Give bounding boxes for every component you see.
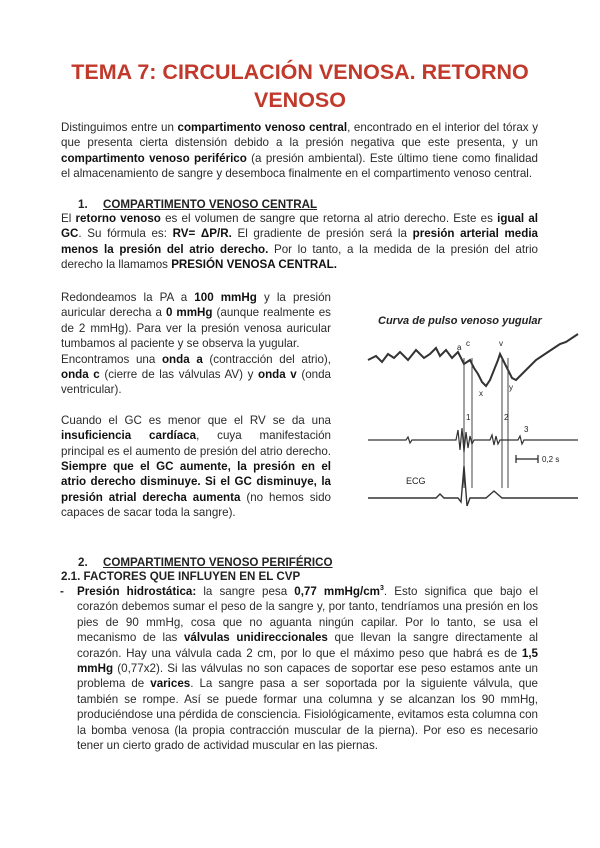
text: y la presión auricular derecha a bbox=[61, 291, 332, 320]
formula: RV= ΔP/R. bbox=[172, 227, 232, 241]
wave-a-label: a bbox=[457, 343, 462, 352]
subsection-heading: 2.1. FACTORES QUE INFLUYEN EN EL CVP bbox=[61, 570, 301, 583]
bold-term: onda c bbox=[61, 368, 100, 382]
retorno-venoso-paragraph bbox=[61, 211, 538, 273]
bold-term: válvulas unidireccionales bbox=[183, 631, 328, 645]
section-number: 2. bbox=[78, 556, 88, 569]
text: , encontrado en el interior del tórax y que presenta cierta distensión debido a la presión negativa que este presenta, y un bbox=[61, 121, 538, 150]
bold-term: compartimento venoso central bbox=[177, 121, 348, 134]
ondas-paragraph bbox=[61, 352, 331, 398]
bold-term: compartimento venoso periférico bbox=[61, 151, 247, 165]
text: la sangre pesa bbox=[196, 585, 295, 598]
wave-v-label: v bbox=[499, 339, 503, 348]
wave-c-label: c bbox=[466, 339, 470, 348]
wave-y-label: y bbox=[509, 383, 513, 392]
text: El gradiente de presión será la bbox=[231, 227, 413, 241]
bold-term: varices bbox=[150, 677, 191, 691]
text: (contracción del atrio), bbox=[202, 352, 332, 366]
heart-sound-trace bbox=[368, 428, 578, 452]
ecg-label: ECG bbox=[406, 476, 426, 486]
bullet-presion-hidrostatica bbox=[60, 584, 539, 753]
timing-lines bbox=[464, 358, 508, 488]
bold-term: igual al GC bbox=[61, 212, 539, 241]
text: . Su fórmula es: bbox=[78, 227, 173, 241]
section-heading-label: COMPARTIMENTO VENOSO CENTRAL bbox=[103, 198, 318, 211]
figure-title: Curva de pulso venoso yugular bbox=[378, 315, 542, 327]
text: (no hemos sido capaces de sacar toda la sangre). bbox=[61, 490, 331, 520]
text: , cuya manifestación principal es el aumento de presión del atrio derecho. bbox=[61, 429, 331, 458]
venous-pulse-curve bbox=[368, 334, 578, 386]
venous-pulse-figure bbox=[366, 298, 586, 528]
text: Por lo tanto, a la medida de la presión del atrio derecho la llamamos bbox=[61, 242, 538, 272]
intro-paragraph bbox=[61, 120, 538, 182]
text: 0,77 mmHg/cm bbox=[294, 585, 380, 598]
bullet-dash: - bbox=[60, 585, 64, 598]
bold-term: PRESIÓN VENOSA CENTRAL. bbox=[171, 258, 337, 272]
bold-term bbox=[294, 585, 384, 598]
bold-term: Siempre que el GC aumente, la presión en el atrio derecho disminuye. Si el GC disminuye, la presión atrial derecha aumenta bbox=[61, 460, 331, 504]
text: (a presión ambiental). Este último tiene como finalidad el almacenamiento de sangre y desemboca finalmente en el compartimento venoso central. bbox=[61, 151, 539, 181]
text: El bbox=[61, 212, 76, 225]
section-1-heading bbox=[78, 197, 317, 212]
section-number: 1. bbox=[78, 198, 88, 211]
title-line-1: TEMA 7: CIRCULACIÓN VENOSA. RETORNO bbox=[71, 60, 529, 84]
page-title bbox=[40, 58, 560, 114]
bold-term: 1,5 mmHg bbox=[77, 646, 538, 676]
bold-term: Presión hidrostática: bbox=[77, 585, 197, 598]
time-scale-bar bbox=[516, 455, 538, 463]
left-column bbox=[61, 290, 331, 521]
text: . Esto significa que bajo el corazón debemos sumar el peso de la sangre y, por tanto, tendríamos una presión en los pies de 90 mmHg, cosa que no aguanta ningún capilar. Por lo tanto, se usa el mecanismo de las bbox=[77, 585, 539, 645]
text: . La sangre pasa a ser soportada por la siguiente válvula, que también se rompe. Así se puede formar una columna y se alcanzan los 90 mmHg, produciéndose una pérdida de consciencia. Fisiológicamente, evitamos esta columna con la bomba venosa (la propia contracción muscular de la pierna). Por eso es necesario tener un cierto grado de actividad muscular en las piernas. bbox=[77, 677, 538, 753]
title-line-2: VENOSO bbox=[254, 88, 346, 112]
text: Redondeamos la PA a bbox=[61, 291, 195, 304]
time-scale-label: 0,2 s bbox=[542, 455, 560, 464]
ecg-trace bbox=[368, 466, 578, 506]
mark-1-label: 1 bbox=[466, 413, 471, 422]
section-heading-label: COMPARTIMENTO VENOSO PERIFÉRICO bbox=[103, 556, 333, 569]
text: Encontramos una bbox=[61, 352, 162, 366]
bold-term: presión arterial media menos la presión del atrio derecho. bbox=[61, 227, 538, 256]
text: (aunque realmente es de 2 mmHg). Para ver la presión venosa auricular tumbamos al paciente y se observa la yugular. bbox=[61, 306, 331, 351]
text: (0,77x2). Si las válvulas no son capaces de soportar ese peso estamos ante un problema de bbox=[77, 662, 538, 691]
text: que llevan la sangre directamente al corazón. Hay una válvula cada 2 cm, por lo que el máximo peso que habrá es de bbox=[77, 631, 538, 660]
mark-2-label: 2 bbox=[504, 413, 509, 422]
bold-term: onda a bbox=[161, 352, 203, 366]
bold-term: insuficiencia cardíaca bbox=[61, 429, 197, 443]
bold-term: onda v bbox=[258, 368, 297, 382]
insuficiencia-paragraph bbox=[61, 413, 331, 521]
text: es el volumen de sangre que retorna al atrio derecho. Este es bbox=[160, 212, 498, 225]
pa-paragraph bbox=[61, 290, 331, 352]
text: Distinguimos entre un bbox=[61, 121, 178, 134]
mark-3-label: 3 bbox=[524, 425, 529, 434]
text: (onda ventricular). bbox=[61, 368, 331, 397]
bold-term: retorno venoso bbox=[75, 212, 161, 225]
bold-term: 100 mmHg bbox=[194, 291, 257, 304]
wave-x-label: x bbox=[479, 389, 483, 398]
superscript: 3 bbox=[380, 585, 384, 593]
text: Cuando el GC es menor que el RV se da una bbox=[61, 413, 331, 427]
section-2-heading bbox=[78, 555, 333, 570]
text: (cierre de las válvulas AV) y bbox=[99, 368, 258, 382]
bold-term: 0 mmHg bbox=[165, 306, 213, 320]
